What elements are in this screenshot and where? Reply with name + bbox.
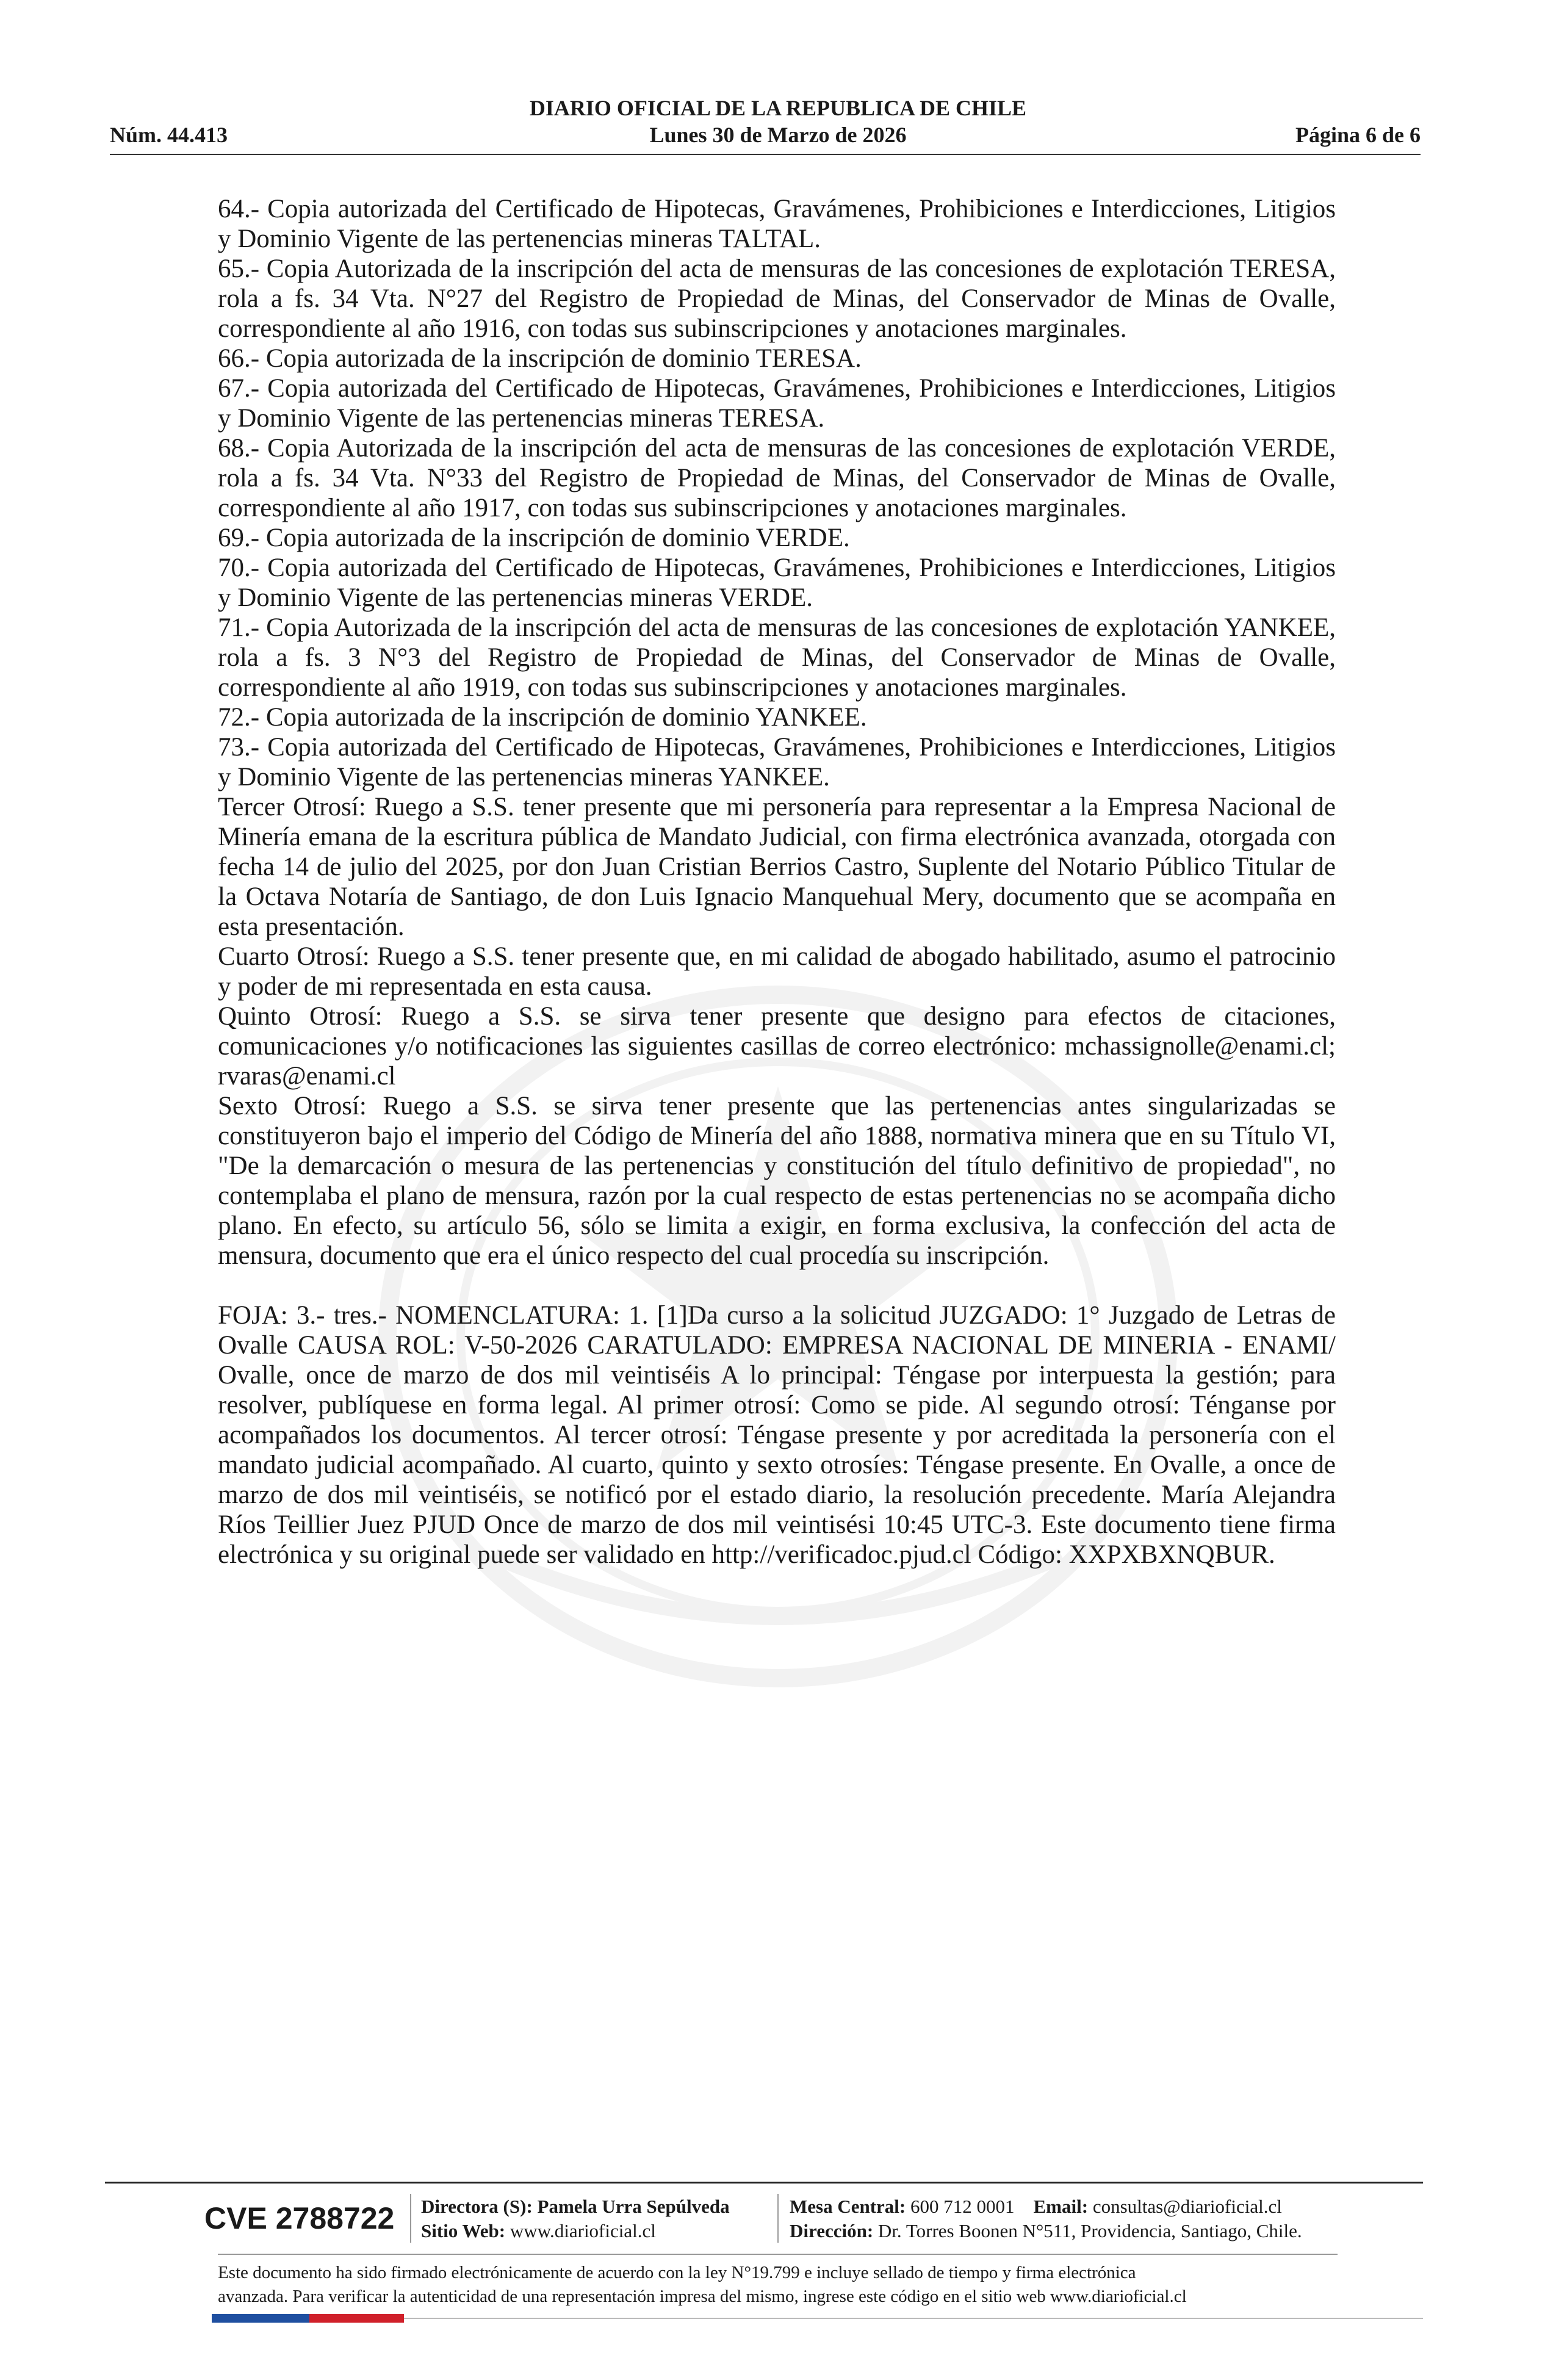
signature-notice-line: Este documento ha sido firmado electrónicamente de acuerdo con la ley N°19.799 e incluye sellado de tiempo y firma electrónica — [218, 2263, 1136, 2282]
body-paragraph: 64.- Copia autorizada del Certificado de Hipotecas, Gravámenes, Prohibiciones e Interdicciones, Litigios y Dominio Vigente de las pertenencias mineras TALTAL. — [218, 195, 1336, 253]
email-link[interactable]: consultas@diarioficial.cl — [1092, 2196, 1282, 2217]
body-paragraph: 71.- Copia Autorizada de la inscripción del acta de mensuras de las concesiones de explotación YANKEE, rola a fs. 3 N°3 del Registro de Propiedad de Minas, del Conservador de Minas de Ovalle, correspondiente al año 1919, con todas sus subinscripciones y anotaciones marginales. — [218, 613, 1336, 702]
director-label: Directora (S): — [421, 2196, 533, 2217]
newspaper-title: DIARIO OFICIAL DE LA REPUBLICA DE CHILE — [529, 96, 1027, 120]
signature-notice — [218, 2261, 1338, 2309]
body-paragraph: 70.- Copia autorizada del Certificado de Hipotecas, Gravámenes, Prohibiciones e Interdicciones, Litigios y Dominio Vigente de las pertenencias mineras VERDE. — [218, 554, 1336, 612]
email-label: Email: — [1033, 2196, 1089, 2217]
body-paragraph: Sexto Otrosí: Ruego a S.S. se sirva tener presente que las pertenencias antes singularizadas se constituyeron bajo el imperio del Código de Minería del año 1888, normativa minera que en su Título VI, "De la demarcación o mesura de las pertenencias y constitución del título definitivo de propiedad", no contemplaba el plano de mensura, razón por la cual respecto de estas pertenencias no se acompaña dicho plano. En efecto, su artículo 56, sólo se limita a exigir, en forma exclusiva, la confección del acta de mensura, documento que era el único respecto del cual procedía su inscripción. — [218, 1092, 1336, 1270]
body-paragraph: 72.- Copia autorizada de la inscripción de dominio YANKEE. — [218, 703, 867, 732]
body-paragraph: 66.- Copia autorizada de la inscripción de dominio TERESA. — [218, 344, 862, 373]
header-divider — [110, 154, 1421, 155]
body-paragraph: 68.- Copia Autorizada de la inscripción del acta de mensuras de las concesiones de explotación VERDE, rola a fs. 34 Vta. N°33 del Registro de Propiedad de Minas, del Conservador de Minas de Ovalle, correspondiente al año 1917, con todas sus subinscripciones y anotaciones marginales. — [218, 434, 1336, 522]
footer-inner-divider — [218, 2254, 1338, 2255]
body-paragraph: 67.- Copia autorizada del Certificado de Hipotecas, Gravámenes, Prohibiciones e Interdicciones, Litigios y Dominio Vigente de las pertenencias mineras TERESA. — [218, 374, 1336, 433]
signature-notice-line: avanzada. Para verificar la autenticidad de una representación impresa del mismo, ingrese este código en el sitio web www.diarioficial.cl — [218, 2287, 1187, 2306]
phone-email-line — [790, 2194, 1302, 2219]
court-resolution: FOJA: 3.- tres.- NOMENCLATURA: 1. [1]Da curso a la solicitud JUZGADO: 1° Juzgado de Letras de Ovalle CAUSA ROL: V-50-2026 CARATULADO: EMPRESA NACIONAL DE MINERIA - ENAMI/ Ovalle, once de marzo de dos mil veintiséis A lo principal: Téngase por interpuesta la gestión; para resolver, publíquese en forma legal. Al primer otrosí: Como se pide. Al segundo otrosí: Ténganse por acompañados los documentos. Al tercer otrosí: Téngase presente y por acreditada la personería con el mandato judicial acompañado. Al cuarto, quinto y sexto otrosíes: Téngase presente. En Ovalle, a once de marzo de dos mil veintiséis, se notificó por el estado diario, la resolución precedente. María Alejandra Ríos Teillier Juez PJUD Once de marzo de dos mil veintisési 10:45 UTC-3. Este documento tiene firma electrónica y su original puede ser validado en http://verificadoc.pjud.cl Código: XXPXBXNQBUR. — [218, 1301, 1336, 1569]
footer-separator — [410, 2194, 411, 2243]
body-paragraph: 73.- Copia autorizada del Certificado de Hipotecas, Gravámenes, Prohibiciones e Interdicciones, Litigios y Dominio Vigente de las pertenencias mineras YANKEE. — [218, 733, 1336, 792]
cve-code: CVE 2788722 — [204, 2201, 395, 2235]
address-value: Dr. Torres Boonen N°511, Providencia, Santiago, Chile. — [877, 2220, 1302, 2241]
flag-stripe-red — [309, 2314, 404, 2323]
phone-value: 600 712 0001 — [910, 2196, 1015, 2217]
director-line — [421, 2194, 730, 2219]
website-line — [421, 2219, 730, 2243]
address-label: Dirección: — [790, 2220, 874, 2241]
website-label: Sitio Web: — [421, 2220, 506, 2241]
address-line — [790, 2219, 1302, 2243]
phone-label: Mesa Central: — [790, 2196, 906, 2217]
footer-divider — [105, 2182, 1423, 2183]
body-paragraph: Tercer Otrosí: Ruego a S.S. tener presente que mi personería para representar a la Empresa Nacional de Minería emana de la escritura pública de Mandato Judicial, con firma electrónica avanzada, otorgada con fecha 14 de julio del 2025, por don Juan Cristian Berrios Castro, Suplente del Notario Público Titular de la Octava Notaría de Santiago, de don Luis Ignacio Manquehual Mery, documento que se acompaña en esta presentación. — [218, 793, 1336, 941]
website-link[interactable]: www.diarioficial.cl — [510, 2220, 656, 2241]
footer-director-column — [421, 2194, 730, 2243]
body-paragraph: 69.- Copia autorizada de la inscripción de dominio VERDE. — [218, 524, 850, 552]
footer-contact-column — [790, 2194, 1302, 2243]
footer-separator — [777, 2194, 779, 2243]
director-name: Pamela Urra Sepúlveda — [537, 2196, 730, 2217]
body-paragraph: Quinto Otrosí: Ruego a S.S. se sirva tener presente que designo para efectos de citaciones, comunicaciones y/o notificaciones las siguientes casillas de correo electrónico: mchassignolle@enami.cl; rvaras@enami.cl — [218, 1002, 1336, 1091]
page-indicator: Página 6 de 6 — [1295, 123, 1421, 147]
issue-number: Núm. 44.413 — [110, 123, 228, 147]
paragraph-spacer — [218, 1271, 1336, 1300]
body-paragraph: 65.- Copia Autorizada de la inscripción del acta de mensuras de las concesiones de explotación TERESA, rola a fs. 34 Vta. N°27 del Registro de Propiedad de Minas, del Conservador de Minas de Ovalle, correspondiente al año 1916, con todas sus subinscripciones y anotaciones marginales. — [218, 254, 1336, 343]
document-body — [218, 194, 1336, 1570]
flag-stripe-blue — [212, 2314, 309, 2323]
issue-date: Lunes 30 de Marzo de 2026 — [649, 123, 907, 147]
body-paragraph: Cuarto Otrosí: Ruego a S.S. tener presente que, en mi calidad de abogado habilitado, asumo el patrocinio y poder de mi representada en esta causa. — [218, 942, 1336, 1001]
